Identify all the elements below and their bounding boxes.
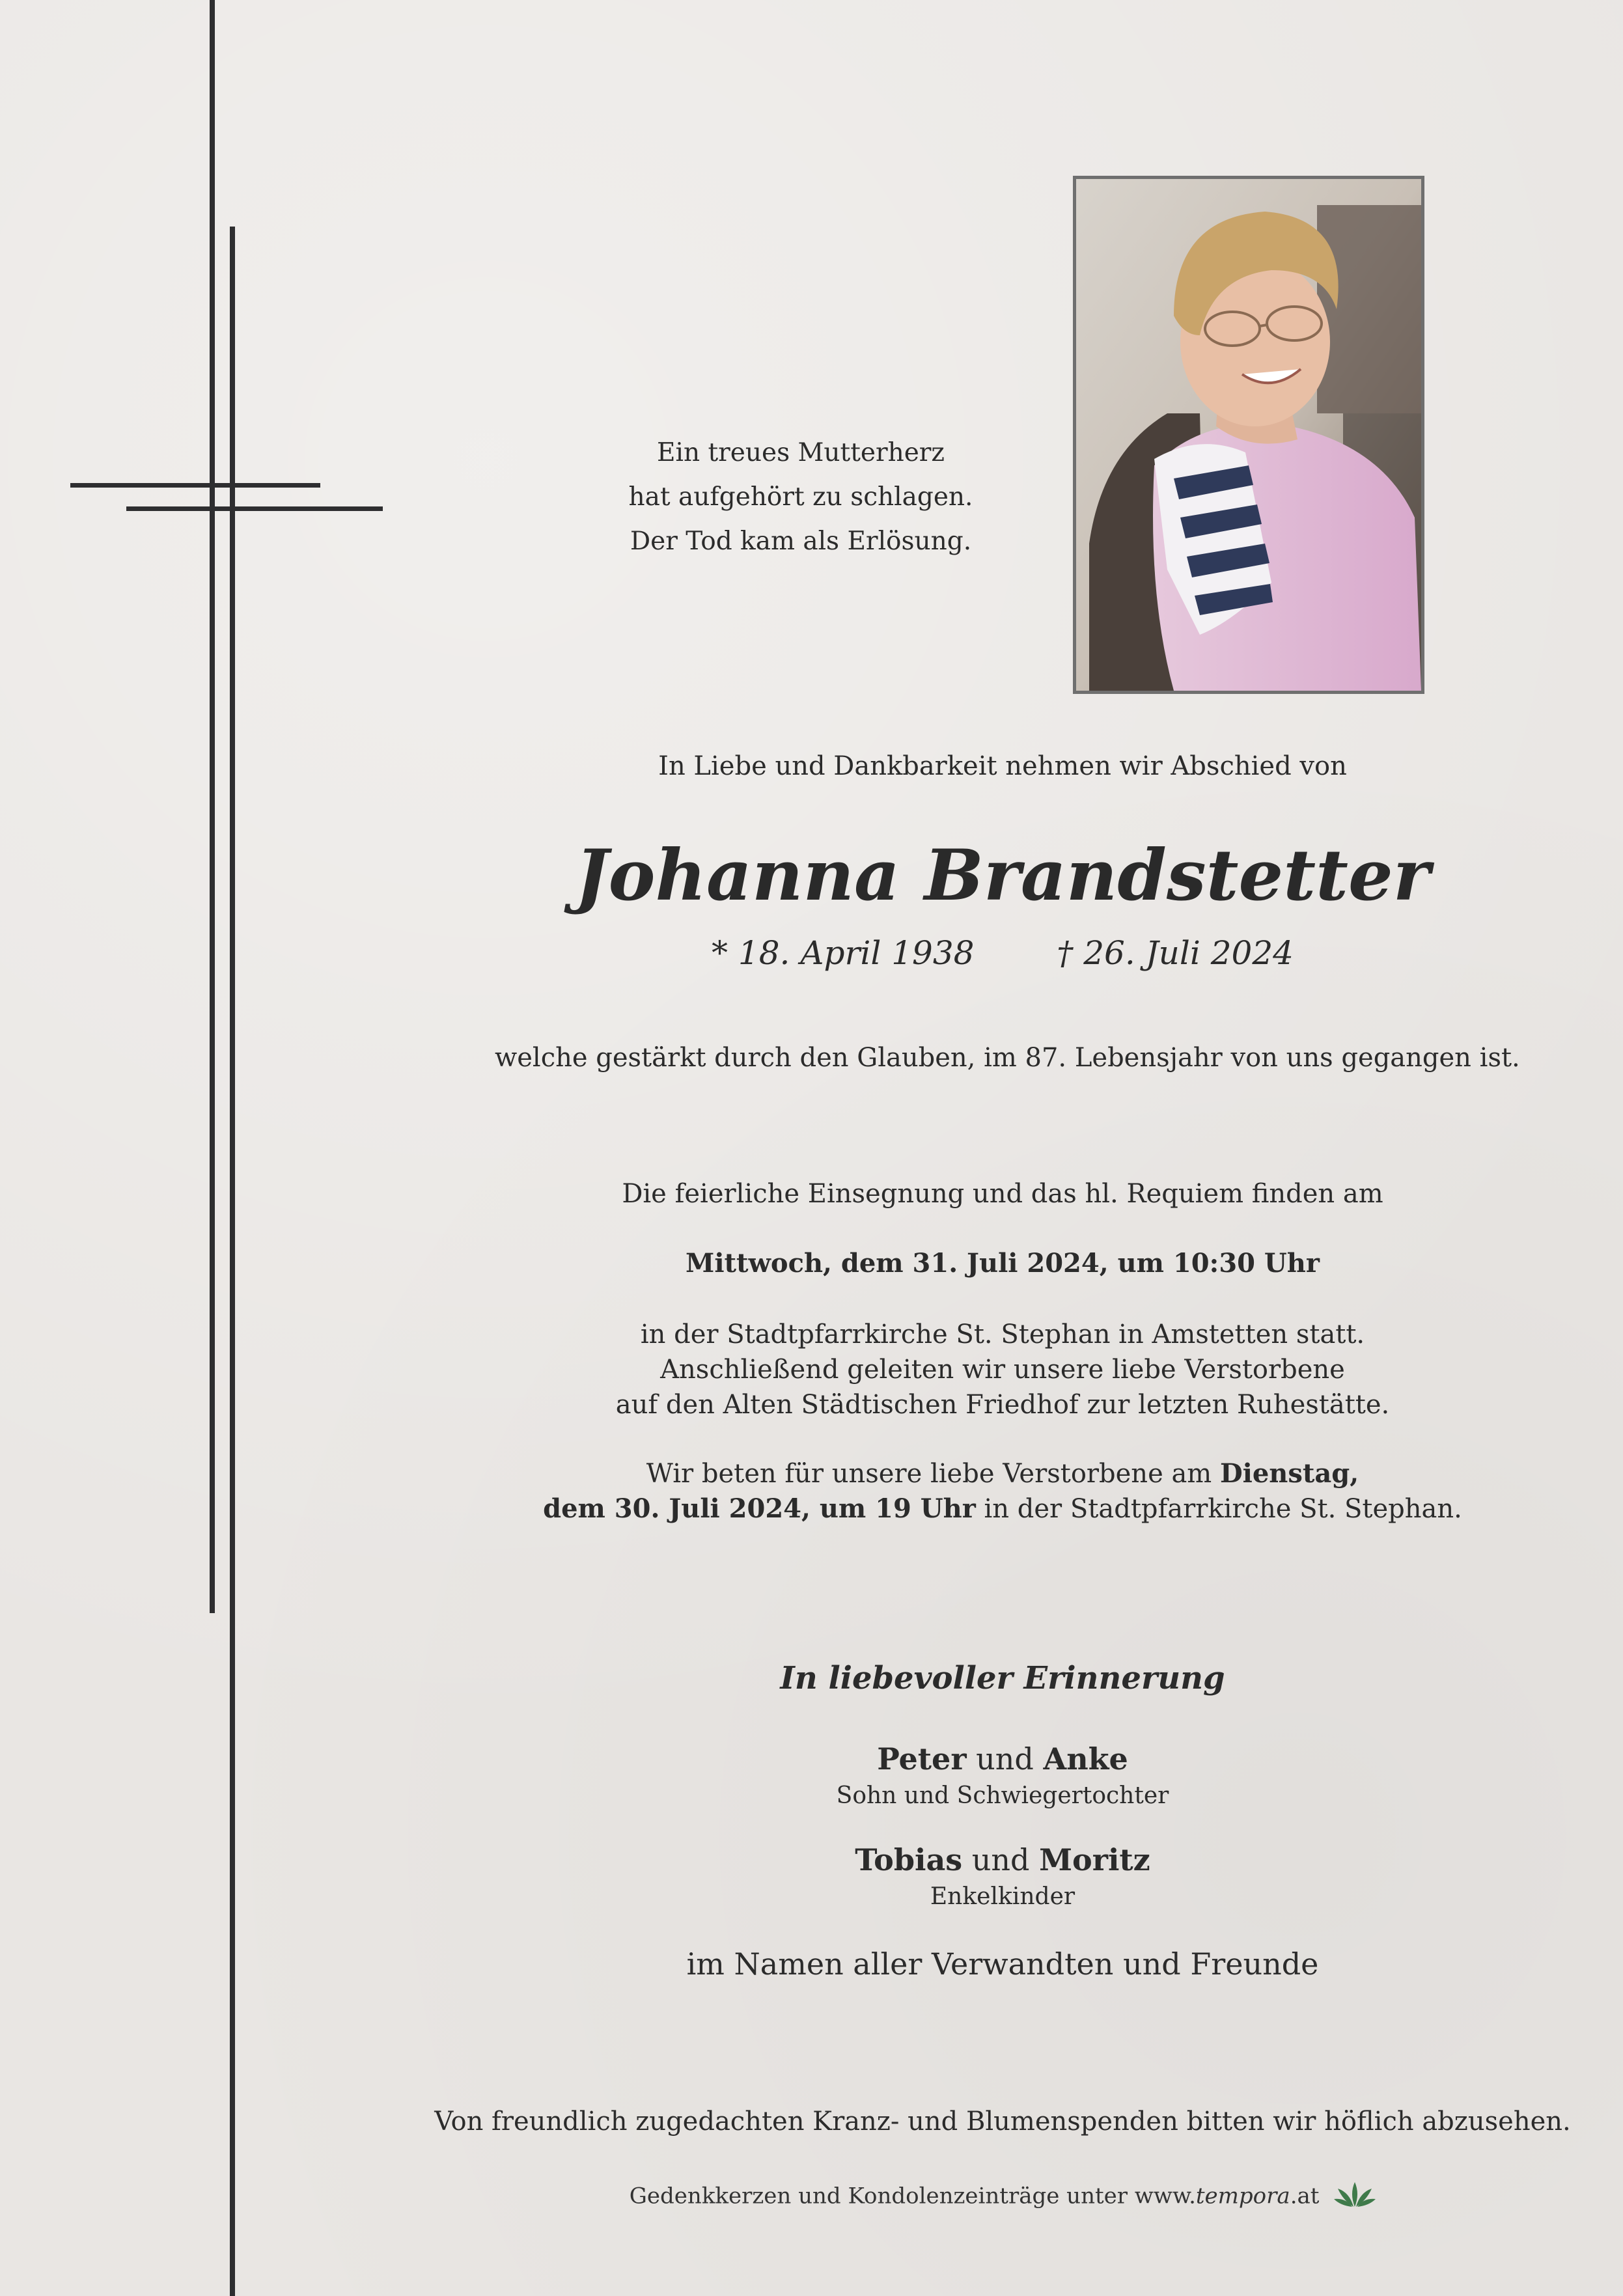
cross-bar-upper (70, 483, 320, 488)
farewell-intro: In Liebe und Dankbarkeit nehmen wir Abschied von (658, 751, 1347, 781)
memory-heading: In liebevoller Erinnerung (780, 1660, 1225, 1696)
footer-brand: tempora (1195, 2183, 1290, 2209)
motto-line-3: Der Tod kam als Erlösung. (630, 527, 972, 556)
prayer-text-b: in der Stadtpfarrkirche St. Stephan. (975, 1494, 1462, 1524)
motto-line-1: Ein treues Mutterherz (657, 438, 945, 467)
left-long-line (210, 0, 215, 1613)
mourner-1-role: Sohn und Schwiegertochter (836, 1782, 1169, 1809)
cross-bar-lower (126, 506, 383, 511)
ceremony-datetime: Mittwoch, dem 31. Juli 2024, um 10:30 Uhr (686, 1248, 1320, 1279)
ceremony-place-3: auf den Alten Städtischen Friedhof zur letzten Ruhestätte. (615, 1390, 1390, 1420)
prayer-text-a: Wir beten für unsere liebe Verstorbene am (646, 1459, 1220, 1489)
footer-tld: .at (1290, 2183, 1320, 2209)
ceremony-intro: Die feierliche Einsegnung und das hl. Requiem finden am (622, 1179, 1383, 1209)
life-dates (495, 934, 1510, 972)
mourner-1-names (495, 1741, 1510, 1777)
prayer-datetime: dem 30. Juli 2024, um 19 Uhr (543, 1493, 976, 1524)
mourner-1-name-a: Peter (877, 1741, 967, 1777)
leaf-logo-icon (1334, 2181, 1376, 2214)
ceremony-place-2: Anschließend geleiten wir unsere liebe Verstorbene (660, 1355, 1345, 1385)
motto-verse (573, 431, 1029, 564)
prayer-line-2 (495, 1491, 1510, 1527)
donation-note: Von freundlich zugedachten Kranz- und Blumenspenden bitten wir höflich abzusehen. (434, 2107, 1571, 2137)
motto-line-2: hat aufgehört zu schlagen. (628, 482, 973, 512)
mourner-2-name-a: Tobias (855, 1842, 963, 1877)
faith-statement: welche gestärkt durch den Glauben, im 87. Lebensjahr von uns gegangen ist. (495, 1043, 1520, 1073)
footer-text: Gedenkkerzen und Kondolenzeinträge unter www. (629, 2183, 1196, 2209)
mourner-2-name-b: Moritz (1039, 1842, 1150, 1877)
prayer-line-1 (495, 1456, 1510, 1491)
mourner-2-and: und (962, 1842, 1040, 1877)
death-date: † 26. Juli 2024 (1057, 934, 1294, 972)
mourner-2-role: Enkelkinder (930, 1883, 1075, 1910)
footer-line (495, 2181, 1510, 2214)
birth-date: * 18. April 1938 (712, 934, 975, 972)
ceremony-place-1: in der Stadtpfarrkirche St. Stephan in Amstetten statt. (640, 1320, 1365, 1349)
mourner-1-and: und (966, 1741, 1044, 1777)
deceased-name: Johanna Brandstetter (575, 835, 1430, 917)
right-long-line (230, 227, 235, 2296)
closing-line: im Namen aller Verwandten und Freunde (686, 1946, 1319, 1982)
prayer-day: Dienstag, (1219, 1458, 1359, 1489)
mourner-1-name-b: Anke (1043, 1741, 1128, 1777)
portrait-photo (1073, 176, 1424, 694)
mourner-2-names (495, 1842, 1510, 1877)
portrait-illustration (1076, 179, 1421, 691)
